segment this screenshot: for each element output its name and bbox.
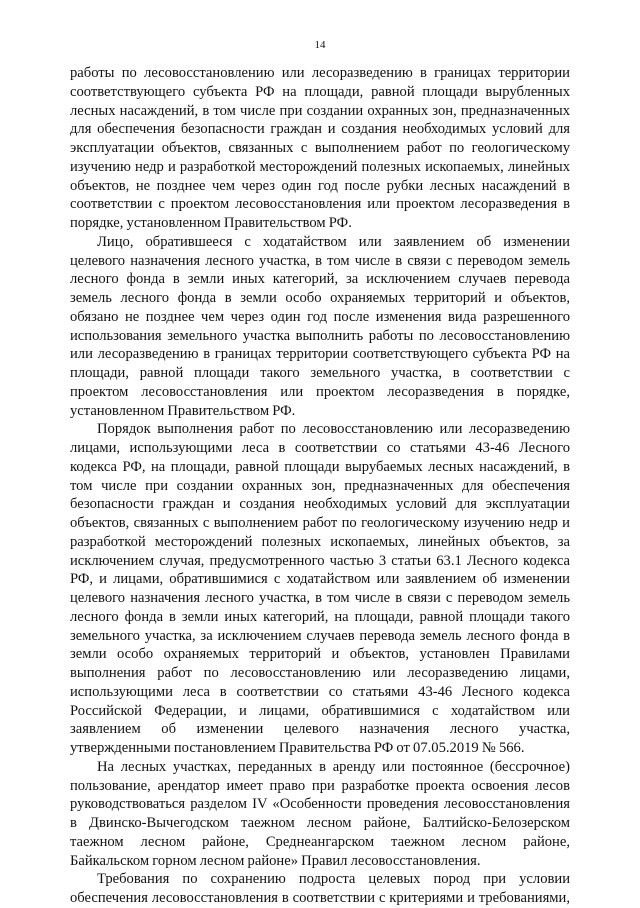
text-line: или лесоразведению в границах территории соответствующего субъекта РФ на (70, 346, 570, 363)
text-line: земель лесного фонда в земли особо охраняемых территорий и объектов, (70, 290, 570, 306)
text-line: объектов, не позднее чем через один год после рубки лесных насаждений в (70, 177, 570, 194)
paragraph (70, 233, 570, 421)
text-line: лесного фонда в земли иных категорий, на площади, равной площади такого (70, 608, 570, 625)
text-line: эксплуатации объектов, связанных с выполнением работ по геологическому (70, 140, 570, 156)
text-line: лесного фонда в земли иных категорий, за исключением случаев перевода (70, 271, 570, 288)
text-line: соответствующего субъекта РФ на площади, равной площади вырубленных (70, 83, 570, 100)
text-line: установленном Правительством РФ. (70, 402, 296, 419)
text-line: РФ, и лицами, обратившимися с ходатайством или заявлением об изменении (70, 571, 570, 588)
text-line: Байкальском горном лесном районе» Правил лесовосстановления. (70, 852, 481, 869)
text-line: На лесных участках, переданных в аренду или постоянное (бессрочное) (97, 758, 570, 775)
page-number: 14 (314, 39, 326, 51)
text-line: кодекса РФ, на площади, равной площади вырубаемых лесных насаждений, в (70, 458, 570, 475)
text-line: обеспечения лесовосстановления в соответствии с критериями и требованиями, (70, 890, 570, 906)
text-line: земли особо охраняемых территорий и объектов, установлен Правилами (70, 646, 570, 663)
text-line: том числе при создании охранных зон, предназначенных для обеспечения (70, 477, 570, 494)
text-line: изучению недр и разработкой месторождений полезных ископаемых, линейных (70, 158, 570, 175)
text-line: использующими леса в соответствии со статьями 43-46 Лесного кодекса (70, 683, 570, 700)
paragraph (70, 758, 570, 871)
text-line: в Двинско-Вычегодском таежном лесном районе, Балтийско-Белозерском (70, 815, 570, 831)
text-line: утвержденными постановлением Правительства РФ от 07.05.2019 № 566. (70, 740, 525, 756)
text-line: разработкой месторождений полезных ископаемых, линейных объектов, за (70, 533, 570, 550)
text-line: целевого назначения лесного участка, в том числе в связи с переводом земель (70, 252, 570, 269)
text-line: заявлением об изменении целевого назначения лесного участка, (70, 721, 570, 738)
text-line: порядке, установленном Правительством РФ. (70, 215, 352, 231)
text-line: Порядок выполнения работ по лесовосстановлению или лесоразведению (97, 421, 570, 438)
text-line: работы по лесовосстановлению или лесоразведению в границах территории (70, 65, 570, 81)
text-line: Лицо, обратившееся с ходатайством или заявлением об изменении (97, 233, 570, 250)
text-line: объектов, связанных с выполнением работ по геологическому изучению недр и (70, 515, 570, 531)
text-line: безопасности граждан и создания необходимых условий для эксплуатации (70, 496, 570, 513)
paragraph (70, 870, 570, 908)
text-line: таежном лесном районе, Среднеангарском таежном лесном районе, (70, 833, 570, 850)
text-line: проектом лесовосстановления или проектом лесоразведения в порядке, (70, 383, 570, 400)
text-line: соответствии с проектом лесовосстановления или проектом лесоразведения в (70, 196, 570, 213)
text-line: Требования по сохранению подроста целевых пород при условии (97, 871, 570, 888)
text-line: исключением случая, предусмотренного частью 3 статьи 63.1 Лесного кодекса (70, 552, 570, 569)
text-line: лицами, использующими леса в соответствии со статьями 43-46 Лесного (70, 440, 570, 456)
text-line: Российской Федерации, и лицами, обратившимися с ходатайством или (70, 702, 570, 719)
text-line: лесных насаждений, в том числе при создании охранных зон, предназначенных (70, 102, 570, 119)
text-line: площади, равной площади такого земельного участка, в соответствии с (70, 365, 570, 381)
document-body (70, 64, 570, 908)
text-line: целевого назначения лесного участка, в том числе в связи с переводом земель (70, 590, 570, 606)
text-line: руководствоваться разделом IV «Особенности проведения лесовосстановления (70, 796, 570, 813)
text-line: пользование, арендатор имеет право при разработке проекта освоения лесов (70, 777, 570, 794)
paragraph (70, 64, 570, 233)
text-line: использования земельного участка выполнить работы по лесовосстановлению (70, 327, 570, 344)
text-line: для обеспечения безопасности граждан и создания необходимых условий для (70, 121, 570, 138)
text-line: земельного участка, за исключением случаев перевода земель лесного фонда в (70, 627, 570, 644)
paragraph (70, 420, 570, 758)
text-line: обязано не позднее чем через один год после изменения вида разрешенного (70, 308, 570, 325)
text-line: выполнения работ по лесовосстановлению или лесоразведению лицами, (70, 665, 570, 681)
